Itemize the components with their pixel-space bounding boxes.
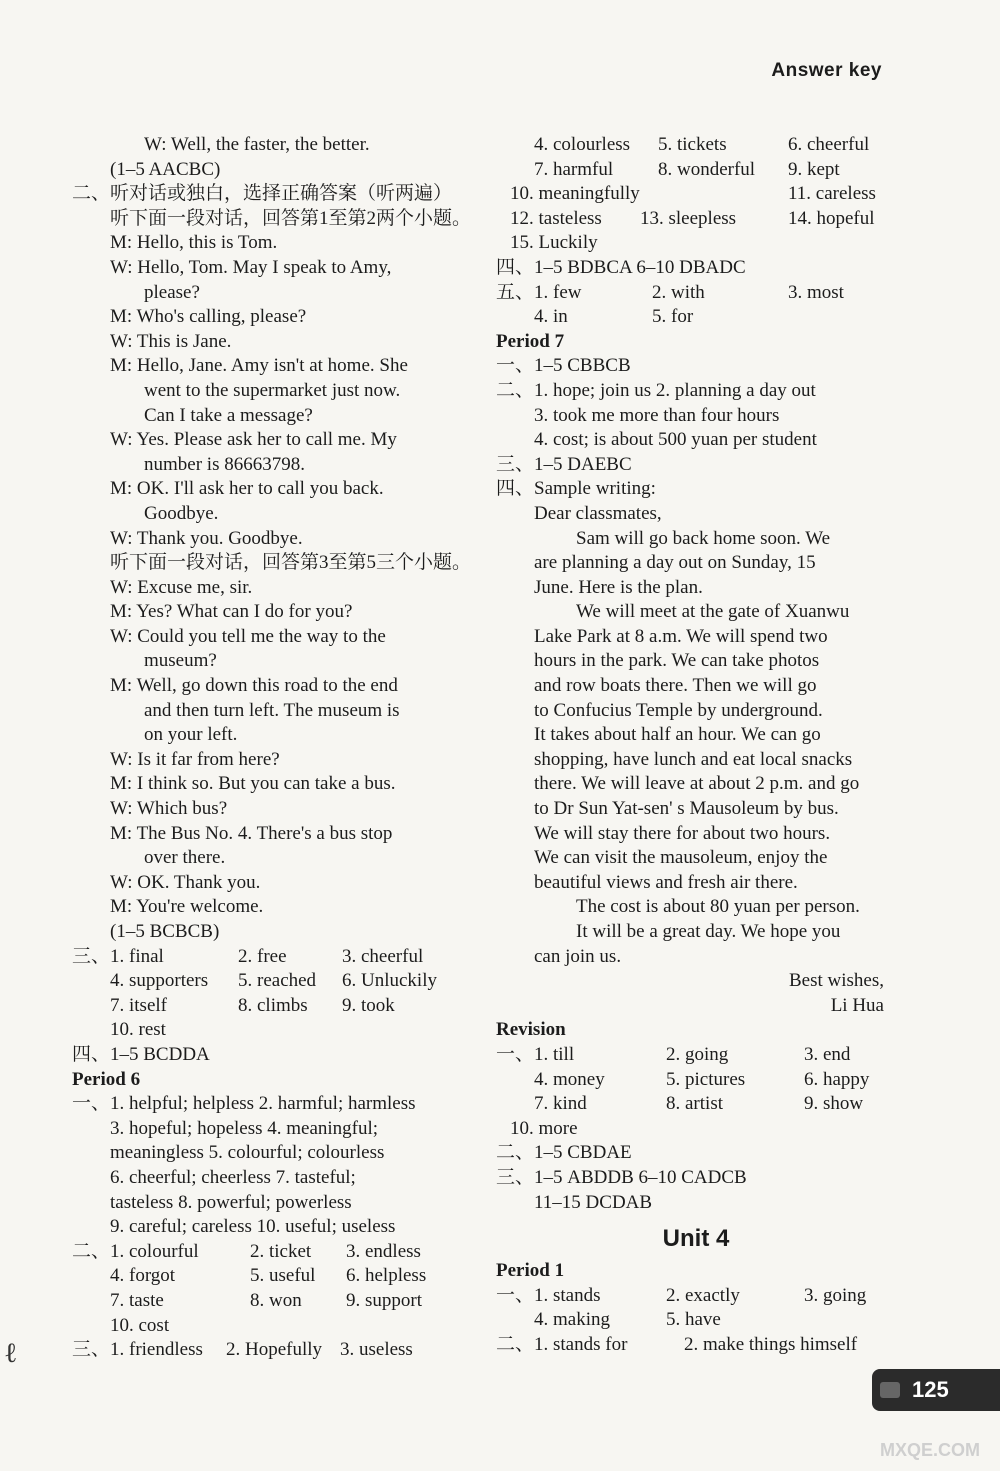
answer-row	[496, 158, 896, 183]
answer-item: 2. going	[666, 1043, 729, 1065]
letter-line: to Confucius Temple by underground.	[534, 699, 823, 721]
dialogue-line: M: Yes? What can I do for you?	[110, 601, 353, 623]
answer-item: 5. useful	[250, 1265, 316, 1287]
answer-line: 6. cheerful; cheerless 7. tasteful;	[110, 1166, 356, 1188]
text-line: 听下面一段对话，回答第1至第2两个小题。	[110, 207, 472, 229]
answer-line: 3. took me more than four hours	[534, 404, 780, 426]
answer-item: 15. Luckily	[510, 232, 598, 254]
dialogue-line: W: OK. Thank you.	[110, 871, 261, 893]
dialogue-line: W: This is Jane.	[110, 330, 232, 352]
answer-row	[496, 182, 896, 207]
letter-line: We can visit the mausoleum, enjoy the	[534, 847, 828, 869]
page-header: Answer key	[771, 60, 882, 81]
answer-item: 2. make things himself	[684, 1333, 858, 1355]
answer-line: 9. careful; careless 10. useful; useless	[110, 1216, 396, 1238]
answer-item: 11. careless	[788, 183, 876, 205]
letter-line: It will be a great day. We hope you	[576, 921, 841, 942]
answer-item: 13. sleepless	[640, 207, 737, 229]
answer-item: 9. kept	[788, 158, 840, 180]
answer-line: 四、1–5 BDBCA 6–10 DBADC	[496, 256, 746, 278]
answer-item: 9. support	[346, 1289, 422, 1311]
page-number-tab	[872, 1369, 1000, 1411]
answer-item: 6. cheerful	[788, 134, 870, 155]
answer-item: 10. meaningfully	[510, 183, 640, 205]
dialogue-line: M: Hello, this is Tom.	[110, 232, 278, 254]
answer-item: 1. final	[110, 945, 164, 967]
answer-item: 5. pictures	[666, 1068, 746, 1090]
answer-row	[72, 1338, 482, 1363]
answer-line: 二、1–5 CBDAE	[496, 1142, 632, 1164]
unit-heading: Unit 4	[662, 1225, 730, 1253]
answer-item: 5. reached	[238, 970, 317, 992]
section-heading: 二、听对话或独白，选择正确答案（听两遍）	[72, 183, 453, 205]
answer-item: 10. cost	[110, 1314, 170, 1336]
answer-line: 3. hopeful; hopeless 4. meaningful;	[110, 1117, 379, 1139]
letter-line: and row boats there. Then we will go	[534, 675, 817, 697]
answer-item: 10. more	[510, 1117, 578, 1139]
answer-item: 9. show	[804, 1093, 864, 1115]
letter-line: hours in the park. We can take photos	[534, 650, 820, 672]
letter-closing: Best wishes,	[789, 970, 884, 992]
tab-bar-icon	[880, 1382, 900, 1398]
answer-item: 4. colourless	[534, 134, 631, 155]
section-label: 三、	[72, 945, 111, 967]
letter-salutation: Dear classmates,	[534, 502, 662, 524]
answer-item: 五、1. few	[496, 281, 582, 303]
answer-row	[496, 305, 896, 330]
answer-line: 一、1. helpful; helpless 2. harmful; harmless	[72, 1093, 416, 1115]
answer-item: 2. with	[652, 281, 705, 303]
answer-item: 6. happy	[804, 1068, 870, 1090]
answer-item: 8. won	[250, 1289, 302, 1311]
letter-line: We will meet at the gate of Xuanwu	[576, 601, 850, 623]
text-line: (1–5 AACBC)	[110, 158, 221, 180]
answer-line: meaningless 5. colourful; colourless	[110, 1142, 385, 1164]
answer-item: 7. harmful	[534, 158, 614, 180]
answer-row	[496, 1068, 896, 1093]
letter-line: beautiful views and fresh air there.	[534, 871, 798, 893]
dialogue-line: M: Hello, Jane. Amy isn't at home. She	[110, 355, 408, 377]
answer-row	[496, 281, 896, 306]
dialogue-line: M: Well, go down this road to the end	[110, 675, 398, 697]
dialogue-line: M: I think so. But you can take a bus.	[110, 773, 396, 795]
answer-item: 8. wonderful	[658, 158, 756, 180]
answer-item: 1. colourful	[110, 1240, 199, 1262]
dialogue-line: W: Could you tell me the way to the	[110, 625, 386, 647]
answer-item: 2. ticket	[250, 1240, 312, 1262]
answer-item: 10. rest	[110, 1019, 166, 1041]
answer-item: 2. Hopefully	[226, 1339, 323, 1361]
text-line: 听下面一段对话，回答第3至第5三个小题。	[110, 552, 472, 574]
answer-item: 一、1. till	[496, 1043, 575, 1065]
period-heading: Period 6	[72, 1068, 141, 1090]
watermark: MXQE.COM	[879, 1440, 980, 1460]
answer-row	[496, 1308, 896, 1333]
answer-item: 2. free	[238, 945, 287, 967]
answer-row	[72, 945, 482, 970]
answer-item: 4. in	[534, 306, 568, 328]
letter-line: It takes about half an hour. We can go	[534, 724, 821, 746]
answer-item: 6. Unluckily	[342, 970, 437, 992]
dialogue-line: W: Is it far from here?	[110, 748, 280, 770]
answer-item: 7. taste	[110, 1289, 164, 1311]
answer-item: 3. most	[788, 281, 844, 303]
dialogue-line: W: Excuse me, sir.	[110, 576, 253, 598]
dialogue-line: Goodbye.	[144, 502, 219, 524]
answer-row	[72, 1264, 482, 1289]
text-line: (1–5 BCBCB)	[110, 921, 220, 942]
text-line: W: Well, the faster, the better.	[144, 134, 370, 155]
letter-line: We will stay there for about two hours.	[534, 822, 831, 844]
answer-line: 四、Sample writing:	[496, 478, 656, 500]
answer-item: 9. took	[342, 994, 395, 1016]
letter-signature: Li Hua	[830, 994, 884, 1016]
section-label: 三、	[72, 1339, 111, 1361]
dialogue-line: W: Which bus?	[110, 798, 228, 820]
answer-row	[72, 969, 482, 994]
dialogue-line: Can I take a message?	[144, 404, 313, 426]
dialogue-line: number is 86663798.	[144, 453, 305, 475]
left-column	[72, 133, 482, 1363]
answer-item: 3. going	[804, 1284, 867, 1306]
dialogue-line: M: The Bus No. 4. There's a bus stop	[110, 822, 393, 844]
answer-item: 二、1. stands for	[496, 1333, 628, 1355]
letter-line: shopping, have lunch and eat local snacks	[534, 748, 853, 770]
dialogue-line: and then turn left. The museum is	[144, 699, 400, 721]
dialogue-line: went to the supermarket just now.	[144, 379, 401, 401]
letter-line: June. Here is the plan.	[534, 576, 703, 598]
answer-item: 5. for	[652, 306, 694, 328]
answer-row	[72, 1289, 482, 1314]
section-label: 二、	[72, 1240, 111, 1262]
period-heading: Period 1	[496, 1260, 565, 1282]
answer-row	[496, 207, 896, 232]
answer-line: 三、1–5 DAEBC	[496, 453, 632, 475]
answer-row	[496, 1092, 896, 1117]
answer-row	[496, 1284, 896, 1309]
dialogue-line: museum?	[144, 650, 217, 672]
answer-item: 4. making	[534, 1309, 610, 1331]
answer-item: 4. forgot	[110, 1265, 176, 1287]
dialogue-line: please?	[144, 281, 200, 303]
answer-row	[72, 994, 482, 1019]
answer-item: 8. artist	[666, 1093, 723, 1115]
letter-line: Lake Park at 8 a.m. We will spend two	[534, 625, 828, 647]
answer-item: 6. helpless	[346, 1265, 427, 1287]
revision-heading: Revision	[496, 1019, 566, 1041]
dialogue-line: M: Who's calling, please?	[110, 306, 307, 328]
pencil-mark-icon: ℓ	[4, 1338, 18, 1369]
dialogue-line: on your left.	[144, 724, 238, 746]
answer-item: 4. money	[534, 1068, 605, 1090]
dialogue-line: over there.	[144, 847, 226, 869]
period-heading: Period 7	[496, 330, 565, 352]
answer-line: 二、1. hope; join us 2. planning a day out	[496, 379, 816, 401]
letter-line: can join us.	[534, 945, 622, 967]
answer-item: 8. climbs	[238, 994, 308, 1016]
dialogue-line: M: OK. I'll ask her to call you back.	[110, 478, 384, 500]
answer-line: tasteless 8. powerful; powerless	[110, 1191, 352, 1213]
answer-item: 7. kind	[534, 1093, 587, 1115]
answer-line: 一、1–5 CBBCB	[496, 355, 631, 377]
dialogue-line: M: You're welcome.	[110, 896, 264, 918]
page-number: 125	[912, 1377, 949, 1402]
answer-line: 四、1–5 BCDDA	[72, 1043, 210, 1065]
answer-item: 5. tickets	[658, 134, 727, 155]
answer-item: 2. exactly	[666, 1284, 740, 1306]
letter-line: The cost is about 80 yuan per person.	[576, 896, 860, 918]
answer-item: 14. hopeful	[788, 207, 875, 229]
answer-row	[72, 1240, 482, 1265]
answer-item: 4. supporters	[110, 970, 209, 992]
letter-line: to Dr Sun Yat-sen' s Mausoleum by bus.	[534, 798, 839, 820]
answer-row	[496, 1333, 896, 1358]
answer-line: 三、1–5 ABDDB 6–10 CADCB	[496, 1166, 747, 1188]
dialogue-line: W: Yes. Please ask her to call me. My	[110, 429, 397, 451]
answer-row	[496, 133, 896, 158]
letter-line: there. We will leave at about 2 p.m. and go	[534, 773, 860, 795]
answer-item: 7. itself	[110, 994, 167, 1016]
answer-line: 11–15 DCDAB	[534, 1191, 653, 1213]
answer-item: 3. cheerful	[342, 945, 424, 967]
answer-item: 3. useless	[340, 1339, 413, 1361]
answer-item: 12. tasteless	[510, 207, 602, 229]
answer-line: 4. cost; is about 500 yuan per student	[534, 429, 817, 451]
dialogue-line: W: Hello, Tom. May I speak to Amy,	[110, 256, 392, 278]
answer-item: 一、1. stands	[496, 1284, 601, 1306]
answer-item: 5. have	[666, 1309, 721, 1331]
letter-line: are planning a day out on Sunday, 15	[534, 552, 816, 574]
dialogue-line: W: Thank you. Goodbye.	[110, 527, 303, 549]
answer-row	[496, 1043, 896, 1068]
answer-item: 3. end	[804, 1043, 851, 1065]
answer-item: 3. endless	[346, 1240, 421, 1262]
answer-item: 1. friendless	[110, 1339, 203, 1361]
right-column	[496, 133, 896, 1358]
letter-line: Sam will go back home soon. We	[576, 527, 831, 549]
